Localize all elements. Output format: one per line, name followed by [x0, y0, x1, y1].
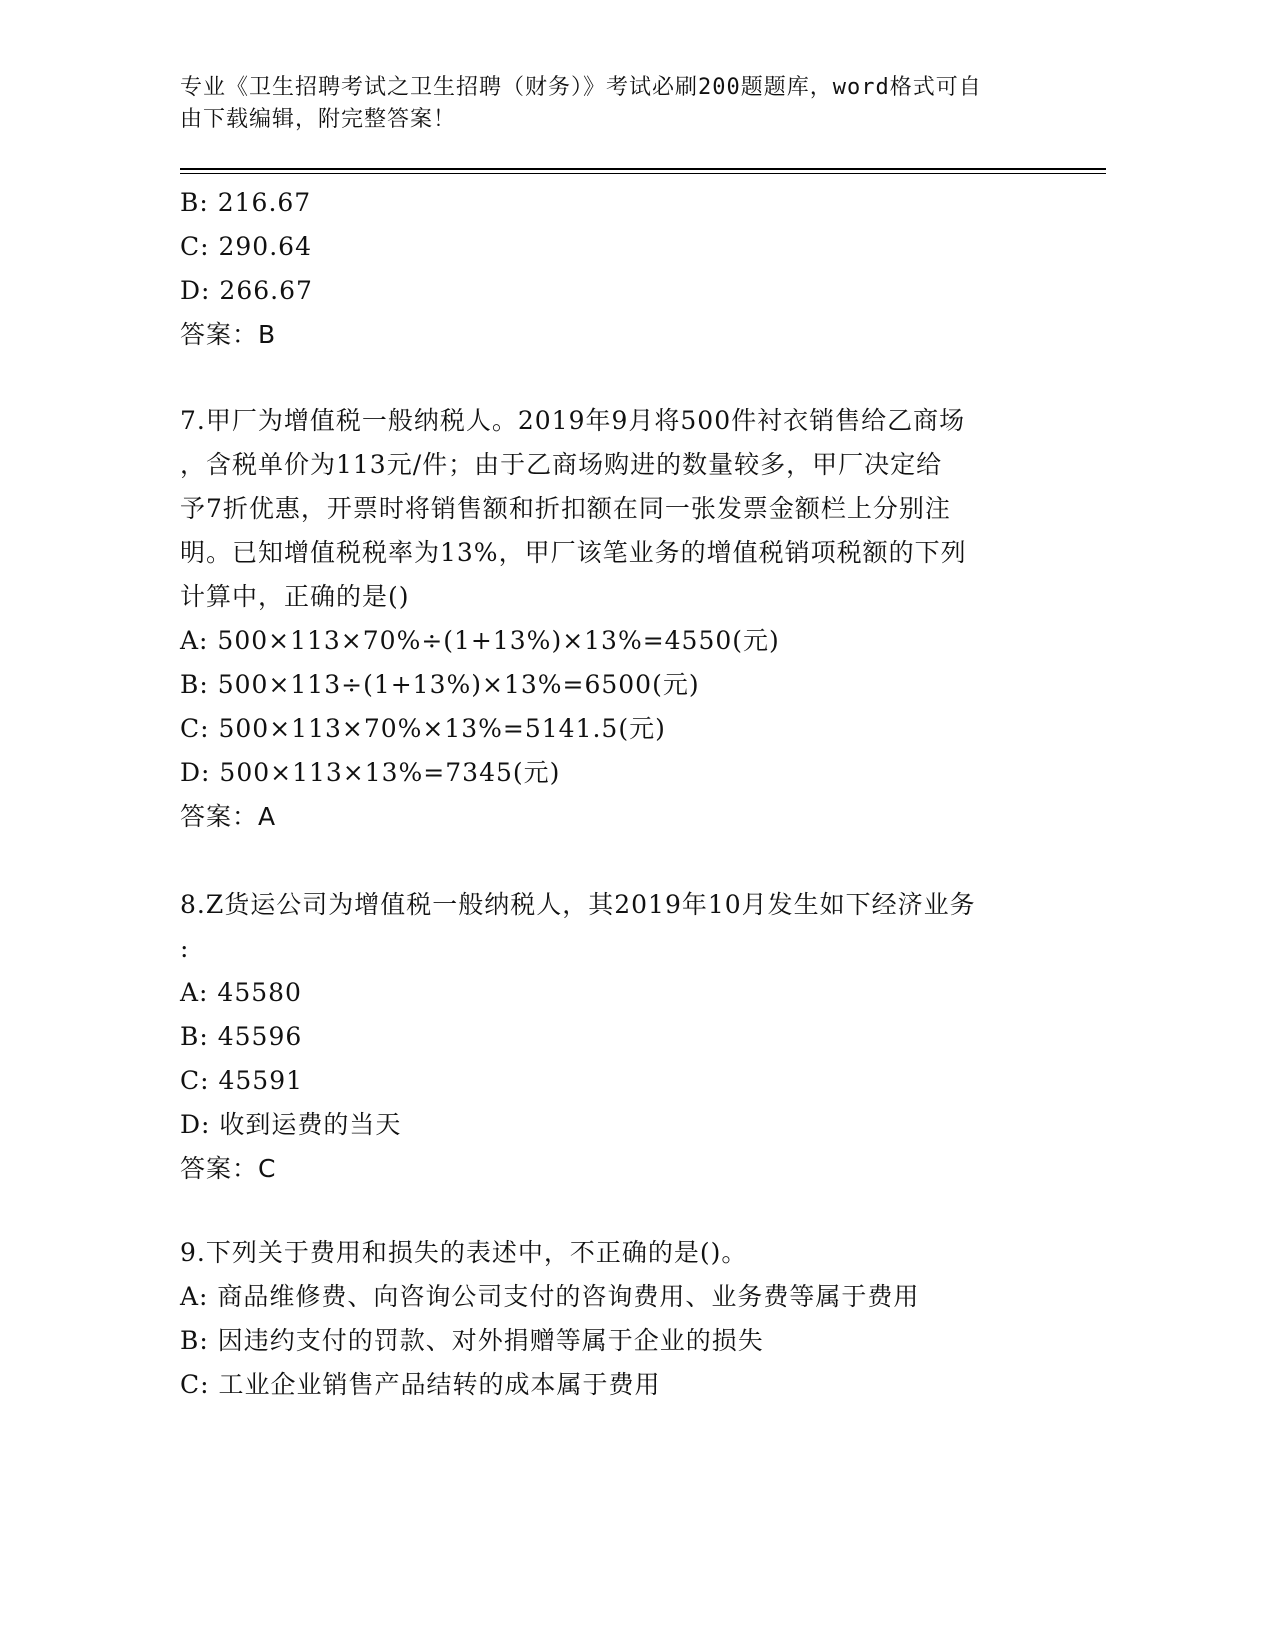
option-c: C: 500×113×70%×13%=5141.5(元): [180, 714, 666, 743]
document-header: [180, 72, 1040, 136]
spacer: [180, 839, 1040, 883]
option-b: B: 因违约支付的罚款、对外捐赠等属于企业的损失: [180, 1326, 764, 1355]
option-c: C: 290.64: [180, 232, 312, 261]
header-line-2: 由下载编辑，附完整答案！: [180, 107, 457, 132]
question-stem-line: 计算中，正确的是(): [180, 582, 410, 611]
answer-line: 答案：A: [180, 802, 277, 831]
option-a: A: 500×113×70%÷(1+13%)×13%=4550(元): [180, 626, 780, 655]
option-a: A: 45580: [180, 978, 302, 1007]
question-stem-line: ，含税单价为113元/件；由于乙商场购进的数量较多，甲厂决定给: [180, 450, 943, 479]
option-c: C: 工业企业销售产品结转的成本属于费用: [180, 1370, 661, 1399]
question-stem-line: 8.Z货运公司为增值税一般纳税人，其2019年10月发生如下经济业务: [180, 890, 976, 919]
question-stem-line: :: [180, 934, 190, 963]
header-line-1: 专业《卫生招聘考试之卫生招聘（财务）》考试必刷200题题库，word格式可自: [180, 75, 982, 100]
option-d: D: 266.67: [180, 276, 313, 305]
question-stem-line: 予7折优惠，开票时将销售额和折扣额在同一张发票金额栏上分别注: [180, 494, 951, 523]
question-7: [180, 399, 1040, 839]
option-b: B: 216.67: [180, 188, 312, 217]
option-a: A: 商品维修费、向咨询公司支付的咨询费用、业务费等属于费用: [180, 1282, 920, 1311]
question-stem-line: 明。已知增值税税率为13%，甲厂该笔业务的增值税销项税额的下列: [180, 538, 967, 567]
option-d: D: 500×113×13%=7345(元): [180, 758, 561, 787]
spacer: [180, 357, 1040, 399]
answer-line: 答案：B: [180, 320, 277, 349]
option-d: D: 收到运费的当天: [180, 1110, 402, 1139]
answer-line: 答案：C: [180, 1154, 277, 1183]
question-stem-line: 9.下列关于费用和损失的表述中，不正确的是()。: [180, 1238, 748, 1267]
question-list: [180, 181, 1040, 1407]
question-8: [180, 883, 1040, 1191]
option-c: C: 45591: [180, 1066, 304, 1095]
spacer: [180, 1191, 1040, 1231]
option-b: B: 500×113÷(1+13%)×13%=6500(元): [180, 670, 700, 699]
option-b: B: 45596: [180, 1022, 303, 1051]
question-stem-line: 7.甲厂为增值税一般纳税人。2019年9月将500件衬衣销售给乙商场: [180, 406, 966, 435]
question-9: [180, 1231, 1040, 1407]
header-divider-thick: [180, 168, 1106, 170]
question-6-tail: [180, 181, 1040, 357]
header-divider-thin: [180, 173, 1106, 174]
